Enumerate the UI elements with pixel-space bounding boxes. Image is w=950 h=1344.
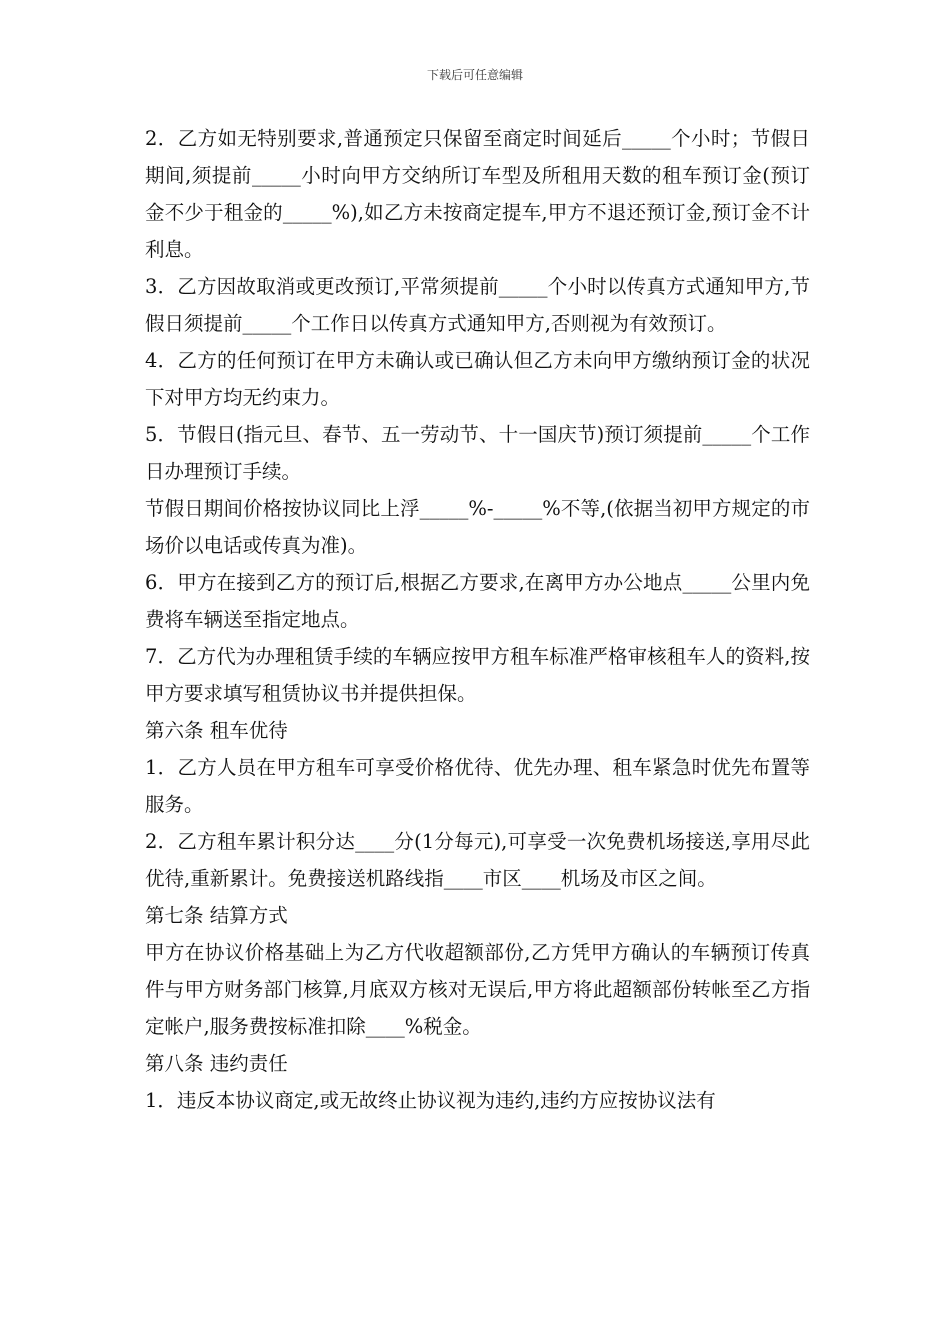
- document-body: [145, 120, 810, 1119]
- clause-7-verification: 7．乙方代为办理租赁手续的车辆应按甲方租车标准严格审核租车人的资料,按甲方要求填写租赁协议书并提供担保。: [145, 645, 810, 705]
- page-header-note: 下载后可任意编辑: [426, 68, 523, 82]
- article-6-clause-2: 2．乙方租车累计积分达____分(1分每元),可享受一次免费机场接送,享用尽此优待,重新累计。免费接送机路线指____市区____机场及市区之间。: [145, 830, 810, 890]
- article-8-heading: 第八条 违约责任: [145, 1052, 288, 1075]
- clause-4-binding: 4．乙方的任何预订在甲方未确认或已确认但乙方未向甲方缴纳预订金的状况下对甲方均无约束力。: [145, 349, 810, 409]
- article-7-heading: 第七条 结算方式: [145, 904, 288, 927]
- clause-6-delivery: 6．甲方在接到乙方的预订后,根据乙方要求,在离甲方办公地点_____公里内免费将车辆送至指定地点。: [145, 571, 810, 631]
- clause-2-reservation-hold: 2．乙方如无特别要求,普通预定只保留至商定时间延后_____个小时；节假日期间,须提前_____小时向甲方交纳所订车型及所租用天数的租车预订金(预订金不少于租金的_____%),如乙方未按商定提车,甲方不退还预订金,预订金不计利息。: [145, 127, 810, 261]
- clause-3-cancel-change: 3．乙方因故取消或更改预订,平常须提前_____个小时以传真方式通知甲方,节假日须提前_____个工作日以传真方式通知甲方,否则视为有效预订。: [145, 275, 810, 335]
- article-6-heading: 第六条 租车优待: [145, 719, 288, 742]
- holiday-price-note: 节假日期间价格按协议同比上浮_____%-_____%不等,(依据当初甲方规定的市场价以电话或传真为准)。: [145, 497, 810, 557]
- article-8-clause-1: 1．违反本协议商定,或无故终止协议视为违约,违约方应按协议法有: [145, 1089, 716, 1112]
- article-6-clause-1: 1．乙方人员在甲方租车可享受价格优待、优先办理、租车紧急时优先布置等服务。: [145, 756, 810, 816]
- article-7-body: 甲方在协议价格基础上为乙方代收超额部份,乙方凭甲方确认的车辆预订传真件与甲方财务部门核算,月底双方核对无误后,甲方将此超额部份转帐至乙方指定帐户,服务费按标准扣除____%税金。: [145, 941, 810, 1038]
- clause-5-holiday-reservation: 5．节假日(指元旦、春节、五一劳动节、十一国庆节)预订须提前_____个工作日办理预订手续。: [145, 423, 810, 483]
